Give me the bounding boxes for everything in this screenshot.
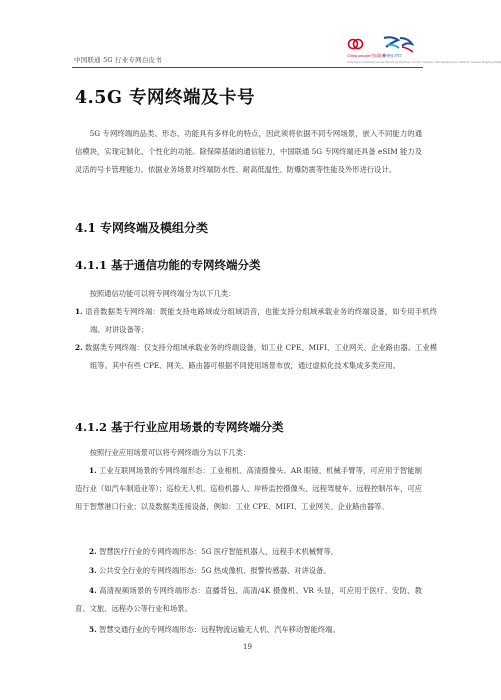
list-item-text: 语音数据类专网终端：既能支持电路域或分组域语音，也能支持分组域承载业务的终端设备，如专用手机终端、对讲设备等； — [85, 307, 437, 334]
list-item — [75, 582, 422, 618]
header-logos — [347, 34, 501, 68]
list-item-text: 智慧交通行业的专网终端形态：远程物流运输无人机、汽车移动智能终端。 — [98, 625, 340, 634]
list-item — [75, 543, 422, 561]
part2-title: 4.1.2 基于行业应用场景的专网终端分类 — [75, 420, 284, 434]
page-number: 19 — [243, 643, 252, 651]
list-item — [75, 621, 422, 639]
list-item — [75, 339, 437, 375]
list-item-number: 4. — [89, 586, 97, 595]
olympic-logo-text: Beijing 2022 — [383, 53, 402, 58]
unicom-brand-text: China unicom中国联通 — [347, 54, 386, 58]
partner-subtitle: Official Communications Services Partner of the Olympic and Paralympic Winter Games Beijing 2022 — [347, 60, 501, 64]
olympic-emblem-icon — [378, 34, 418, 58]
part1-title: 4.1.1 基于通信功能的专网终端分类 — [75, 258, 261, 272]
list-item-text: 高清视频场景的专网终端形态：直播背包、高清/4K 摄像机、VR 头显，可应用于医疗、安防、教育、文旅、远程办公等行业和场景。 — [75, 586, 422, 613]
subsection-title: 4.1 专网终端及模组分类 — [75, 221, 209, 235]
header-divider — [72, 67, 423, 68]
header-title: 中国联通 5G 行业专网白皮书 — [74, 56, 162, 64]
unicom-logo-icon — [347, 38, 386, 60]
list-item — [75, 462, 422, 516]
part1-lead: 按照通信功能可以将专网终端分为以下几类： — [89, 289, 236, 298]
part2-lead: 按照行业应用场景可以将专网终端分为以下几类： — [89, 448, 251, 457]
list-item-number: 1. — [75, 307, 83, 316]
list-item-text: 数据类专网终端：仅支持分组域承载业务的终端设备，如工业 CPE、MIFI、工业网关、企业路由器、工业模组等。其中有些 CPE、网关、路由器可根据不同使用场景布放，通过虚拟化技术集成多类应用。 — [85, 343, 438, 370]
section-intro: 5G 专网终端的品类、形态、功能具有多样化的特点，因此须将依据不同专网场景，嵌入不同能力的通信模块，实现定制化、个性化的功能。除保障基础的通信能力，中国联通 5G 专网终端还具备 eSIM 能力及灵活的号卡管理能力。依据业务场景对终端防水性、耐高低温性、防爆防震等性能及外形进行设计。 — [75, 129, 422, 174]
list-item-text: 公共安全行业的专网终端形态：5G 热成像机、报警传感器、对讲设备。 — [98, 566, 331, 575]
section-title: 4.5G 专网终端及卡号 — [75, 88, 255, 108]
list-item-number: 2. — [89, 547, 97, 556]
list-item-text: 智慧医疗行业的专网终端形态：5G 医疗智能机器人、远程手术机械臂等。 — [98, 547, 338, 556]
list-item-number: 3. — [89, 566, 97, 575]
list-item-number: 1. — [89, 466, 97, 475]
list-item-text: 工业互联网场景的专网终端形态：工业相机、高清摄像头、AR 眼镜、机械手臂等，可应用于智能制造行业（如汽车制造业等）；巡检无人机、巡检机器人、岸桥监控摄像头、远程驾驶车、远程控制吊车，可应用于智慧港口行业；以及数据类连接设备，例如：工业 CPE、MIFI、工业网关、企业路由器等。 — [75, 466, 422, 511]
list-item-number: 5. — [89, 625, 97, 634]
list-item — [75, 562, 422, 580]
list-item — [75, 303, 437, 339]
list-item-number: 2. — [75, 343, 83, 352]
